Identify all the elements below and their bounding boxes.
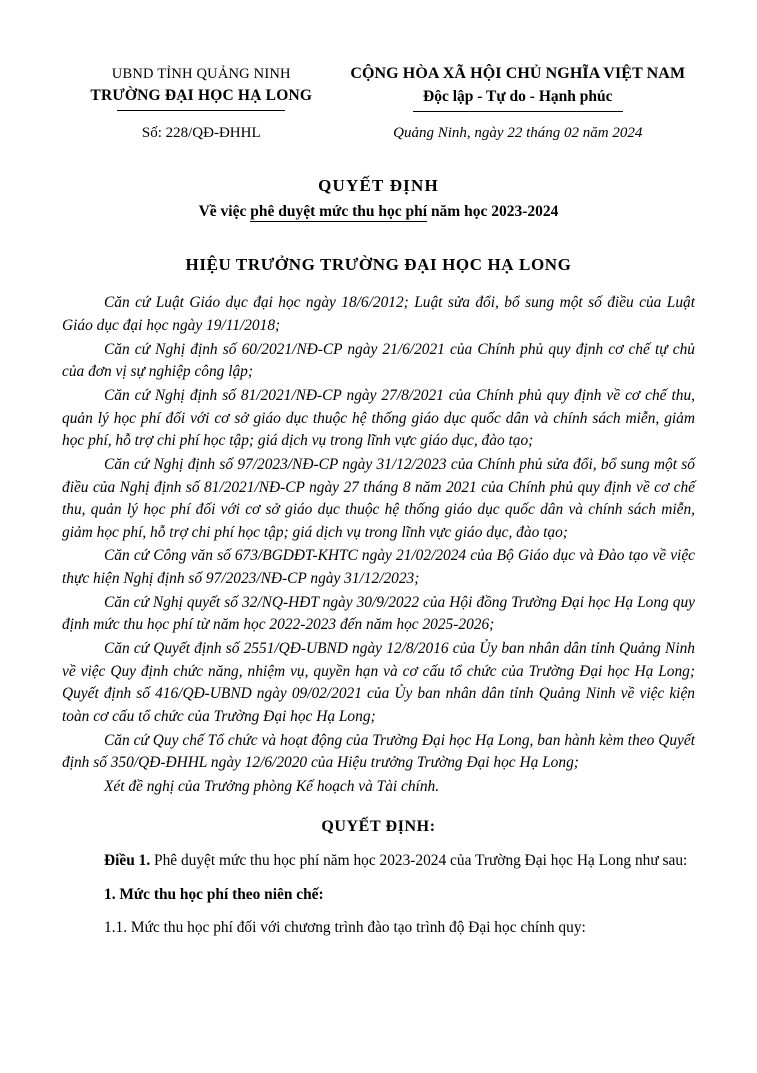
document-subtitle	[62, 203, 695, 221]
preamble-paragraph: Căn cứ Nghị định số 60/2021/NĐ-CP ngày 21/6/2021 của Chính phủ quy định cơ chế tự chủ của đơn vị sự nghiệp công lập;	[62, 340, 695, 381]
country-name-line: CỘNG HÒA XÃ HỘI CHỦ NGHĨA VIỆT NAM	[350, 65, 686, 82]
subtitle-suffix: năm học 2023-2024	[427, 203, 559, 221]
section-1-1-text: 1.1. Mức thu học phí đối với chương trình đào tạo trình độ Đại học chính quy:	[104, 919, 586, 937]
header-national-title	[341, 62, 695, 112]
document-body	[62, 292, 695, 940]
article-1-text: Phê duyệt mức thu học phí năm học 2023-2024 của Trường Đại học Hạ Long như sau:	[150, 852, 688, 870]
header-right-divider	[413, 111, 623, 112]
preamble-paragraph: Căn cứ Công văn số 673/BGDĐT-KHTC ngày 21/02/2024 của Bộ Giáo dục và Đào tạo về việc thực hiện Nghị định số 97/2023/NĐ-CP ngày 31/12/2023;	[62, 547, 695, 588]
preamble-paragraph: Căn cứ Nghị định số 97/2023/NĐ-CP ngày 31/12/2023 của Chính phủ sửa đổi, bổ sung một số điều của Nghị định số 81/2021/NĐ-CP ngày 27 tháng 8 năm 2021 của Chính phủ quy định về cơ chế thu, quản lý học phí đối với cơ sở giáo dục thuộc hệ thống giáo dục quốc dân và chính sách miễn, giảm học phí, hỗ trợ chi phí học tập; giá dịch vụ trong lĩnh vực giáo dục, đào tạo;	[62, 455, 695, 541]
header-issuing-authority	[62, 62, 341, 111]
section-1-heading: 1. Mức thu học phí theo niên chế:	[104, 885, 324, 903]
preamble-paragraph: Căn cứ Luật Giáo dục đại học ngày 18/6/2012; Luật sửa đổi, bổ sung một số điều của Luật Giáo dục đại học ngày 19/11/2018;	[62, 294, 695, 335]
document-number: Số: 228/QĐ-ĐHHL	[141, 125, 261, 142]
preamble-paragraph: Căn cứ Nghị quyết số 32/NQ-HĐT ngày 30/9/2022 của Hội đồng Trường Đại học Hạ Long quy định mức thu học phí từ năm học 2022-2023 đến năm học 2025-2026;	[62, 593, 695, 634]
province-authority-line: UBND TỈNH QUẢNG NINH	[111, 66, 291, 82]
document-title-block	[62, 176, 695, 221]
article-1	[62, 850, 695, 873]
preamble-paragraph: Căn cứ Quyết định số 2551/QĐ-UBND ngày 12/8/2016 của Ủy ban nhân dân tỉnh Quảng Ninh về việc Quy định chức năng, nhiệm vụ, quyền hạn và cơ cấu tổ chức của Trường Đại học Hạ Long; Quyết định số 416/QĐ-UBND ngày 09/02/2021 của Ủy ban nhân dân tỉnh Quảng Ninh về việc kiện toàn cơ cấu tổ chức của Trường Đại học Hạ Long;	[62, 640, 695, 725]
document-subheader	[62, 125, 695, 142]
national-motto-line: Độc lập - Tự do - Hạnh phúc	[423, 88, 613, 106]
article-1-label: Điều 1.	[104, 852, 151, 870]
preamble-paragraph: Xét đề nghị của Trưởng phòng Kế hoạch và Tài chính.	[104, 777, 440, 795]
header-left-divider	[117, 110, 285, 111]
subtitle-underlined: phê duyệt mức thu học phí	[250, 203, 428, 221]
issuer-title: HIỆU TRƯỞNG TRƯỜNG ĐẠI HỌC HẠ LONG	[185, 255, 572, 275]
university-name-line: TRƯỜNG ĐẠI HỌC HẠ LONG	[90, 87, 313, 105]
subtitle-prefix: Về việc	[198, 203, 251, 221]
preamble-paragraph: Căn cứ Quy chế Tổ chức và hoạt động của Trường Đại học Hạ Long, ban hành kèm theo Quyết định số 350/QĐ-ĐHHL ngày 12/6/2020 của Hiệu trưởng Trường Đại học Hạ Long;	[62, 731, 695, 772]
document-title: QUYẾT ĐỊNH	[318, 176, 439, 196]
decision-heading: QUYẾT ĐỊNH:	[321, 817, 436, 835]
preamble-paragraph: Căn cứ Nghị định số 81/2021/NĐ-CP ngày 27/8/2021 của Chính phủ quy định về cơ chế thu, quản lý học phí đối với cơ sở giáo dục thuộc hệ thống giáo dục quốc dân và chính sách miễn, giảm học phí, hỗ trợ chi phí học tập; giá dịch vụ trong lĩnh vực giáo dục, đào tạo;	[62, 387, 695, 450]
document-header	[62, 62, 695, 112]
place-and-date: Quảng Ninh, ngày 22 tháng 02 năm 2024	[393, 125, 643, 142]
